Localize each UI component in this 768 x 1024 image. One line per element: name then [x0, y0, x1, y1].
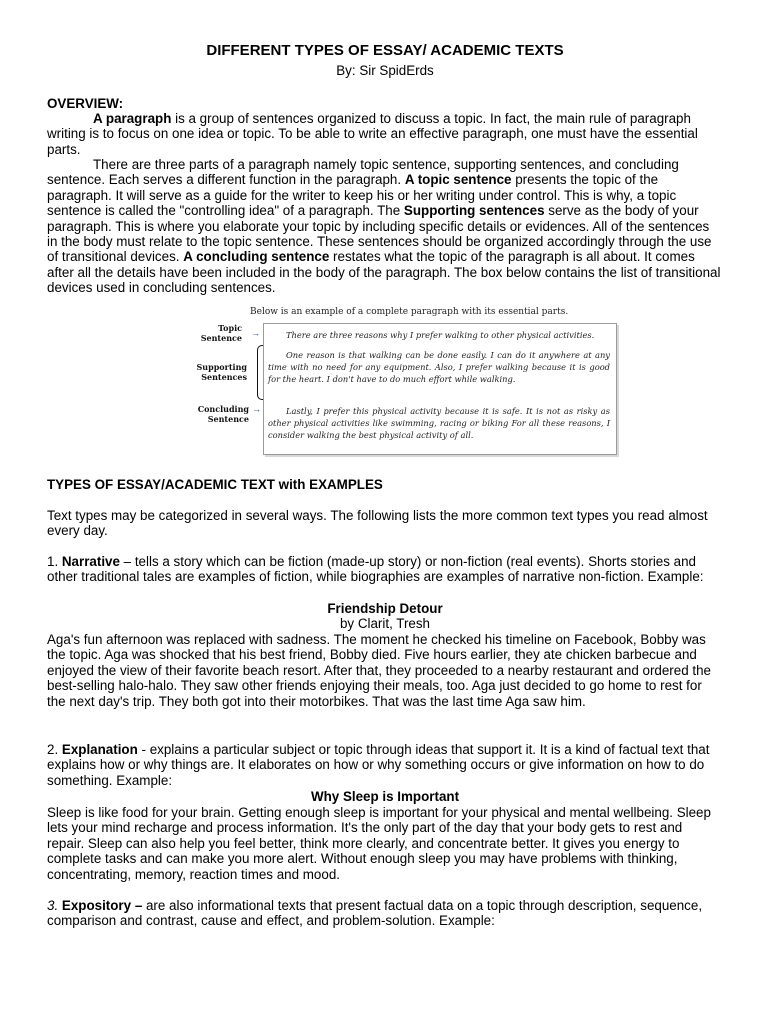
expository-description	[47, 898, 723, 929]
concluding-arrow-icon: →	[252, 404, 261, 414]
paragraph-2-text-a: There are three parts of a paragraph namely topic sentence, supporting sentences, and concluding sentence. Each serves a different function in the paragraph.	[47, 157, 679, 188]
narrative-term: Narrative	[61, 554, 120, 569]
term-topic-sentence: A topic sentence	[404, 172, 512, 188]
types-intro: Text types may be categorized in several ways. The following lists the more common text types you read almost every day.	[47, 508, 708, 539]
expository-number: 3.	[47, 898, 62, 913]
paragraph-2-text-e: serve as the body of your paragraph. This is where you elaborate your topic by including specific details or evidences. All of the sentences in the body must relate to the topic sentence. These sentences should be organized accordingly through the use of transitional devices.	[47, 203, 712, 265]
term-supporting-sentences: Supporting sentences	[403, 203, 545, 219]
expository-term: Expository –	[61, 898, 143, 913]
document-title: DIFFERENT TYPES OF ESSAY/ ACADEMIC TEXTS	[206, 42, 564, 59]
paragraph-1-text: is a group of sentences organized to discuss a topic. In fact, the main rule of paragraph writing is to focus on one idea or topic. To be able to write an effective paragraph, one must have the essential parts.	[47, 111, 698, 157]
paragraph-2-text-c: presents the topic of the paragraph. It will serve as a guide for the writer to keep his or her writing under control. This is why, a topic sentence is called the "controlling idea" of a paragraph. The	[47, 172, 677, 219]
example-concluding-sentence: Lastly, I prefer this physical activity because it is safe. It is not as risky as other physical activities like swimming, racing or biking For all these reasons, I consider walking the best physical activity of all.	[268, 406, 610, 441]
label-supporting-sentences: Supporting Sentences	[196, 362, 247, 382]
topic-arrow-icon: →	[251, 328, 260, 338]
explanation-number: 2.	[47, 742, 62, 757]
example-topic-sentence: There are three reasons why I prefer walking to other physical activities.	[286, 330, 595, 340]
explanation-desc-text: - explains a particular subject or topic through ideas that support it. It is a kind of factual text that explains how or why things are. It elaborates on how or why something occurs or give information on how to do something. Example:	[47, 742, 710, 788]
example-paragraph-box	[263, 323, 617, 455]
explanation-description	[47, 742, 723, 788]
term-concluding-sentence: A concluding sentence	[183, 249, 330, 265]
overview-heading: OVERVIEW:	[47, 96, 124, 111]
expository-desc-text: are also informational texts that present factual data on a topic through description, sequence, comparison and contrast, cause and effect, and problem-solution. Example:	[47, 898, 703, 929]
explanation-term: Explanation	[61, 742, 138, 757]
figure-caption: Below is an example of a complete paragraph with its essential parts.	[250, 307, 569, 317]
document-byline: By: Sir SpidErds	[336, 63, 434, 78]
narrative-example-byline: by Clarit, Tresh	[339, 616, 431, 631]
example-supporting-sentences: One reason is that walking can be done easily. I can do it anywhere at any time with no need for any equipment. Also, I prefer walking because it is good for the heart. I don't have to do much effort while walking.	[268, 350, 610, 385]
label-topic-sentence: Topic Sentence	[200, 323, 242, 343]
paragraph-2-text-g: restates what the topic of the paragraph is all about. It comes after all the details have been included in the body of the paragraph. The box below contains the list of transitional devices used in concluding sentences.	[47, 249, 721, 296]
overview-paragraph-1	[47, 111, 723, 157]
explanation-example-title: Why Sleep is Important	[310, 789, 460, 804]
narrative-description	[47, 554, 723, 585]
types-heading: TYPES OF ESSAY/ACADEMIC TEXT with EXAMPLES	[47, 477, 383, 492]
explanation-example-body: Sleep is like food for your brain. Getting enough sleep is important for your physical and mental wellbeing. Sleep lets your mind recharge and process information. It's the only part of the day that your body gets to rest and repair. Sleep can also help you feel better, think more clearly, and concentrate better. It gives you energy to complete tasks and can make you more alert. Without enough sleep you may have problems with thinking, concentrating, memory, reaction times and mood.	[47, 805, 711, 882]
label-concluding-sentence: Concluding Sentence	[197, 404, 249, 424]
narrative-example-title: Friendship Detour	[327, 601, 443, 616]
overview-paragraph-2	[47, 157, 723, 296]
term-paragraph: A paragraph	[93, 111, 172, 126]
narrative-example-body: Aga's fun afternoon was replaced with sadness. The moment he checked his timeline on Facebook, Bobby was the topic. Aga was shocked that his best friend, Bobby died. Five hours earlier, they ate chicken barbecue and enjoyed the view of their favorite beach resort. After that, they proceeded to a nearby restaurant and ordered the best-selling halo-halo. They saw other friends enjoying their meals, too. Aga just decided to go home to rest for the next day's trip. They both got into their motorbikes. That was the last time Aga saw him.	[47, 632, 711, 709]
narrative-desc-text: – tells a story which can be fiction (made-up story) or non-fiction (real events). Shorts stories and other traditional tales are examples of fiction, while biographies are examples of narrative non-fiction. Example:	[47, 554, 704, 585]
narrative-number: 1.	[47, 554, 62, 569]
